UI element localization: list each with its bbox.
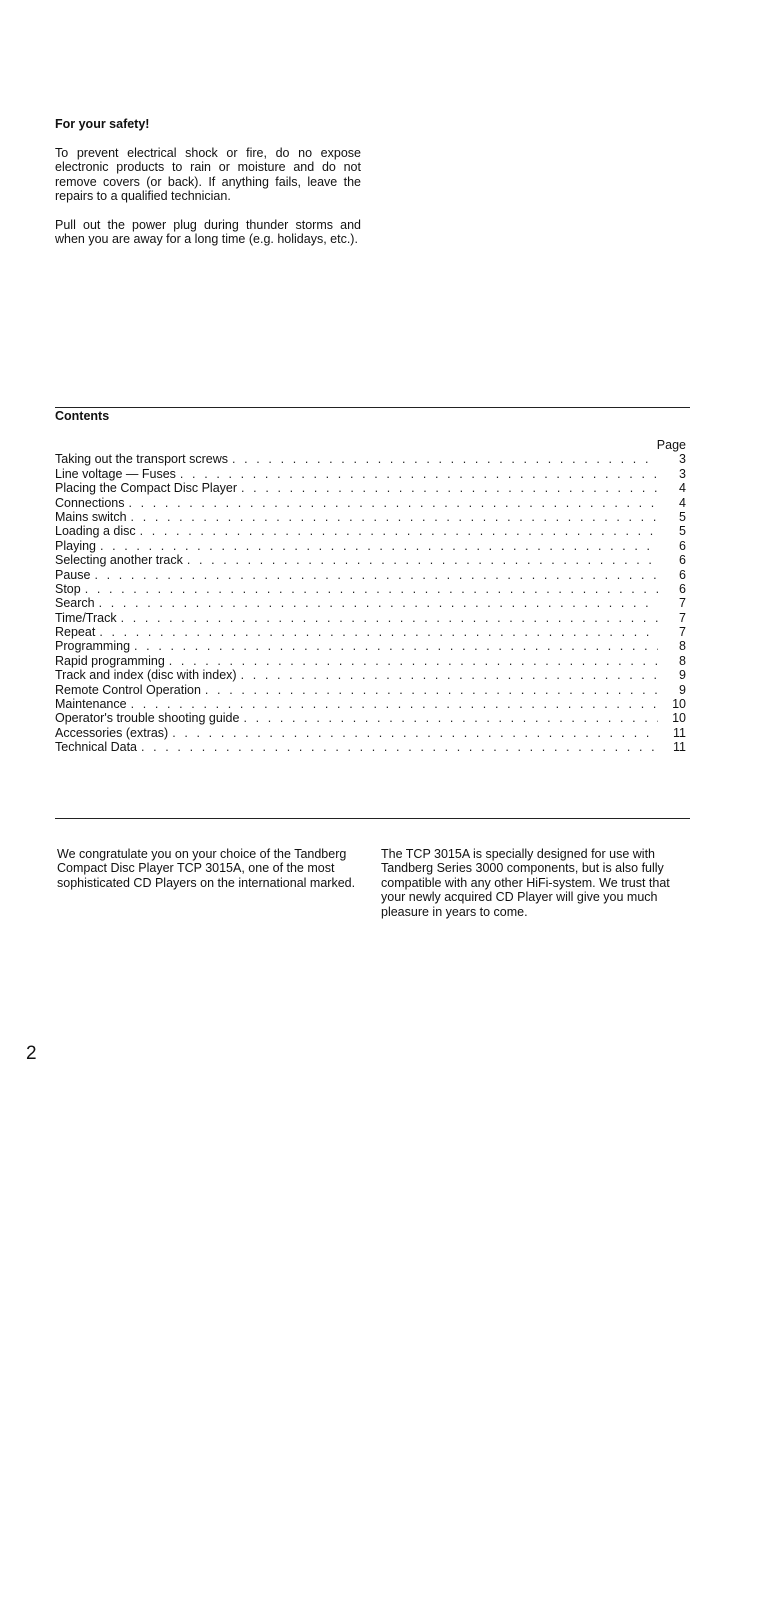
page-number: 2 [26,1043,37,1064]
toc-entry [55,524,686,538]
toc-entry-title: Operator's trouble shooting guide [55,711,240,726]
toc-entry [55,639,686,653]
toc-dot-leader [243,711,658,725]
toc-entry-title: Programming [55,639,131,654]
toc-entry-page: 11 [673,725,686,740]
toc-dot-leader [99,596,658,610]
toc-dot-leader [131,510,658,524]
intro-congratulations-paragraph: We congratulate you on your choice of the Tandberg Compact Disc Player TCP 3015A, one of the most sophisticated CD Players on the international marked. [57,847,356,890]
toc-entry-title: Stop [55,581,81,596]
toc-entry-title: Track and index (disc with index) [55,668,237,683]
safety-paragraph-shock: To prevent electrical shock or fire, do no expose electronic products to rain or moisture and do not remove covers (or back). If anything fails, leave the repairs to a qualified technician. [55,146,361,204]
toc-entry-page: 5 [679,524,686,539]
toc-entry-page: 6 [679,567,686,582]
toc-entry [55,668,686,682]
toc-entry-page: 8 [679,653,686,668]
toc-entry-title: Selecting another track [55,553,183,568]
toc-dot-leader [100,539,658,553]
toc-entry-title: Loading a disc [55,524,136,539]
toc-dot-leader [187,553,658,567]
toc-entry [55,481,686,495]
toc-page-column-label: Page [656,438,686,452]
toc-dot-leader [169,654,658,668]
toc-entry [55,452,686,466]
toc-entry-page: 4 [679,495,686,510]
toc-dot-leader [232,452,658,466]
toc-entry-page: 7 [679,625,686,640]
toc-entry-page: 5 [679,509,686,524]
intro-compatibility-paragraph: The TCP 3015A is specially designed for use with Tandberg Series 3000 components, but is also fully compatible with any other HiFi-system. We trust that your newly acquired CD Player will give you much pleasure in years to come. [381,847,670,919]
toc-entry-title: Connections [55,495,125,510]
toc-entry [55,697,686,711]
safety-heading: For your safety! [55,117,150,131]
toc-dot-leader [140,524,658,538]
toc-dot-leader [172,726,658,740]
toc-entry [55,683,686,697]
toc-entry-page: 9 [679,682,686,697]
toc-dot-leader [241,668,658,682]
toc-dot-leader [141,740,658,754]
toc-entry [55,740,686,754]
toc-entry-title: Time/Track [55,610,117,625]
toc-entry-title: Repeat [55,625,96,640]
toc-dot-leader [134,639,658,653]
toc-entry-page: 3 [679,452,686,467]
safety-paragraph-power-plug: Pull out the power plug during thunder storms and when you are away for a long time (e.g. holidays, etc.). [55,217,361,247]
toc-dot-leader [121,611,658,625]
toc-entry [55,510,686,524]
toc-entry-page: 8 [679,639,686,654]
toc-dot-leader [241,481,658,495]
toc-entry-page: 7 [679,596,686,611]
toc-entry-title: Rapid programming [55,653,165,668]
toc-entry [55,596,686,610]
toc-entry-title: Search [55,596,95,611]
toc-entry [55,711,686,725]
toc-entry [55,582,686,596]
toc-list [55,452,686,754]
toc-entry-page: 3 [679,466,686,481]
toc-entry-page: 7 [679,610,686,625]
toc-dot-leader [99,625,658,639]
toc-dot-leader [131,697,658,711]
toc-entry [55,496,686,510]
toc-entry-page: 11 [673,740,686,755]
toc-entry-title: Remote Control Operation [55,682,201,697]
toc-dot-leader [85,582,658,596]
toc-entry-title: Taking out the transport screws [55,452,228,467]
toc-entry-title: Accessories (extras) [55,725,169,740]
toc-entry-title: Placing the Compact Disc Player [55,481,238,496]
toc-entry [55,467,686,481]
toc-dot-leader [129,496,659,510]
toc-entry-title: Pause [55,567,91,582]
contents-heading: Contents [55,409,110,423]
toc-entry [55,568,686,582]
contents-bottom-divider [55,818,690,819]
contents-top-divider [55,407,690,408]
toc-entry [55,553,686,567]
toc-entry-title: Mains switch [55,509,127,524]
toc-dot-leader [205,683,658,697]
toc-entry-title: Playing [55,538,96,553]
toc-dot-leader [94,568,658,582]
toc-entry-title: Line voltage — Fuses [55,466,176,481]
toc-entry [55,539,686,553]
toc-entry-page: 10 [672,697,686,712]
safety-section [55,117,361,260]
toc-dot-leader [180,467,658,481]
table-of-contents [55,438,686,755]
toc-entry-title: Technical Data [55,740,137,755]
toc-entry-page: 4 [679,481,686,496]
toc-entry [55,611,686,625]
toc-entry [55,625,686,639]
toc-entry-page: 9 [679,668,686,683]
toc-entry-page: 6 [679,538,686,553]
toc-entry-title: Maintenance [55,697,127,712]
toc-entry [55,726,686,740]
toc-entry-page: 6 [679,553,686,568]
toc-entry-page: 10 [672,711,686,726]
toc-entry-page: 6 [679,581,686,596]
toc-entry [55,654,686,668]
